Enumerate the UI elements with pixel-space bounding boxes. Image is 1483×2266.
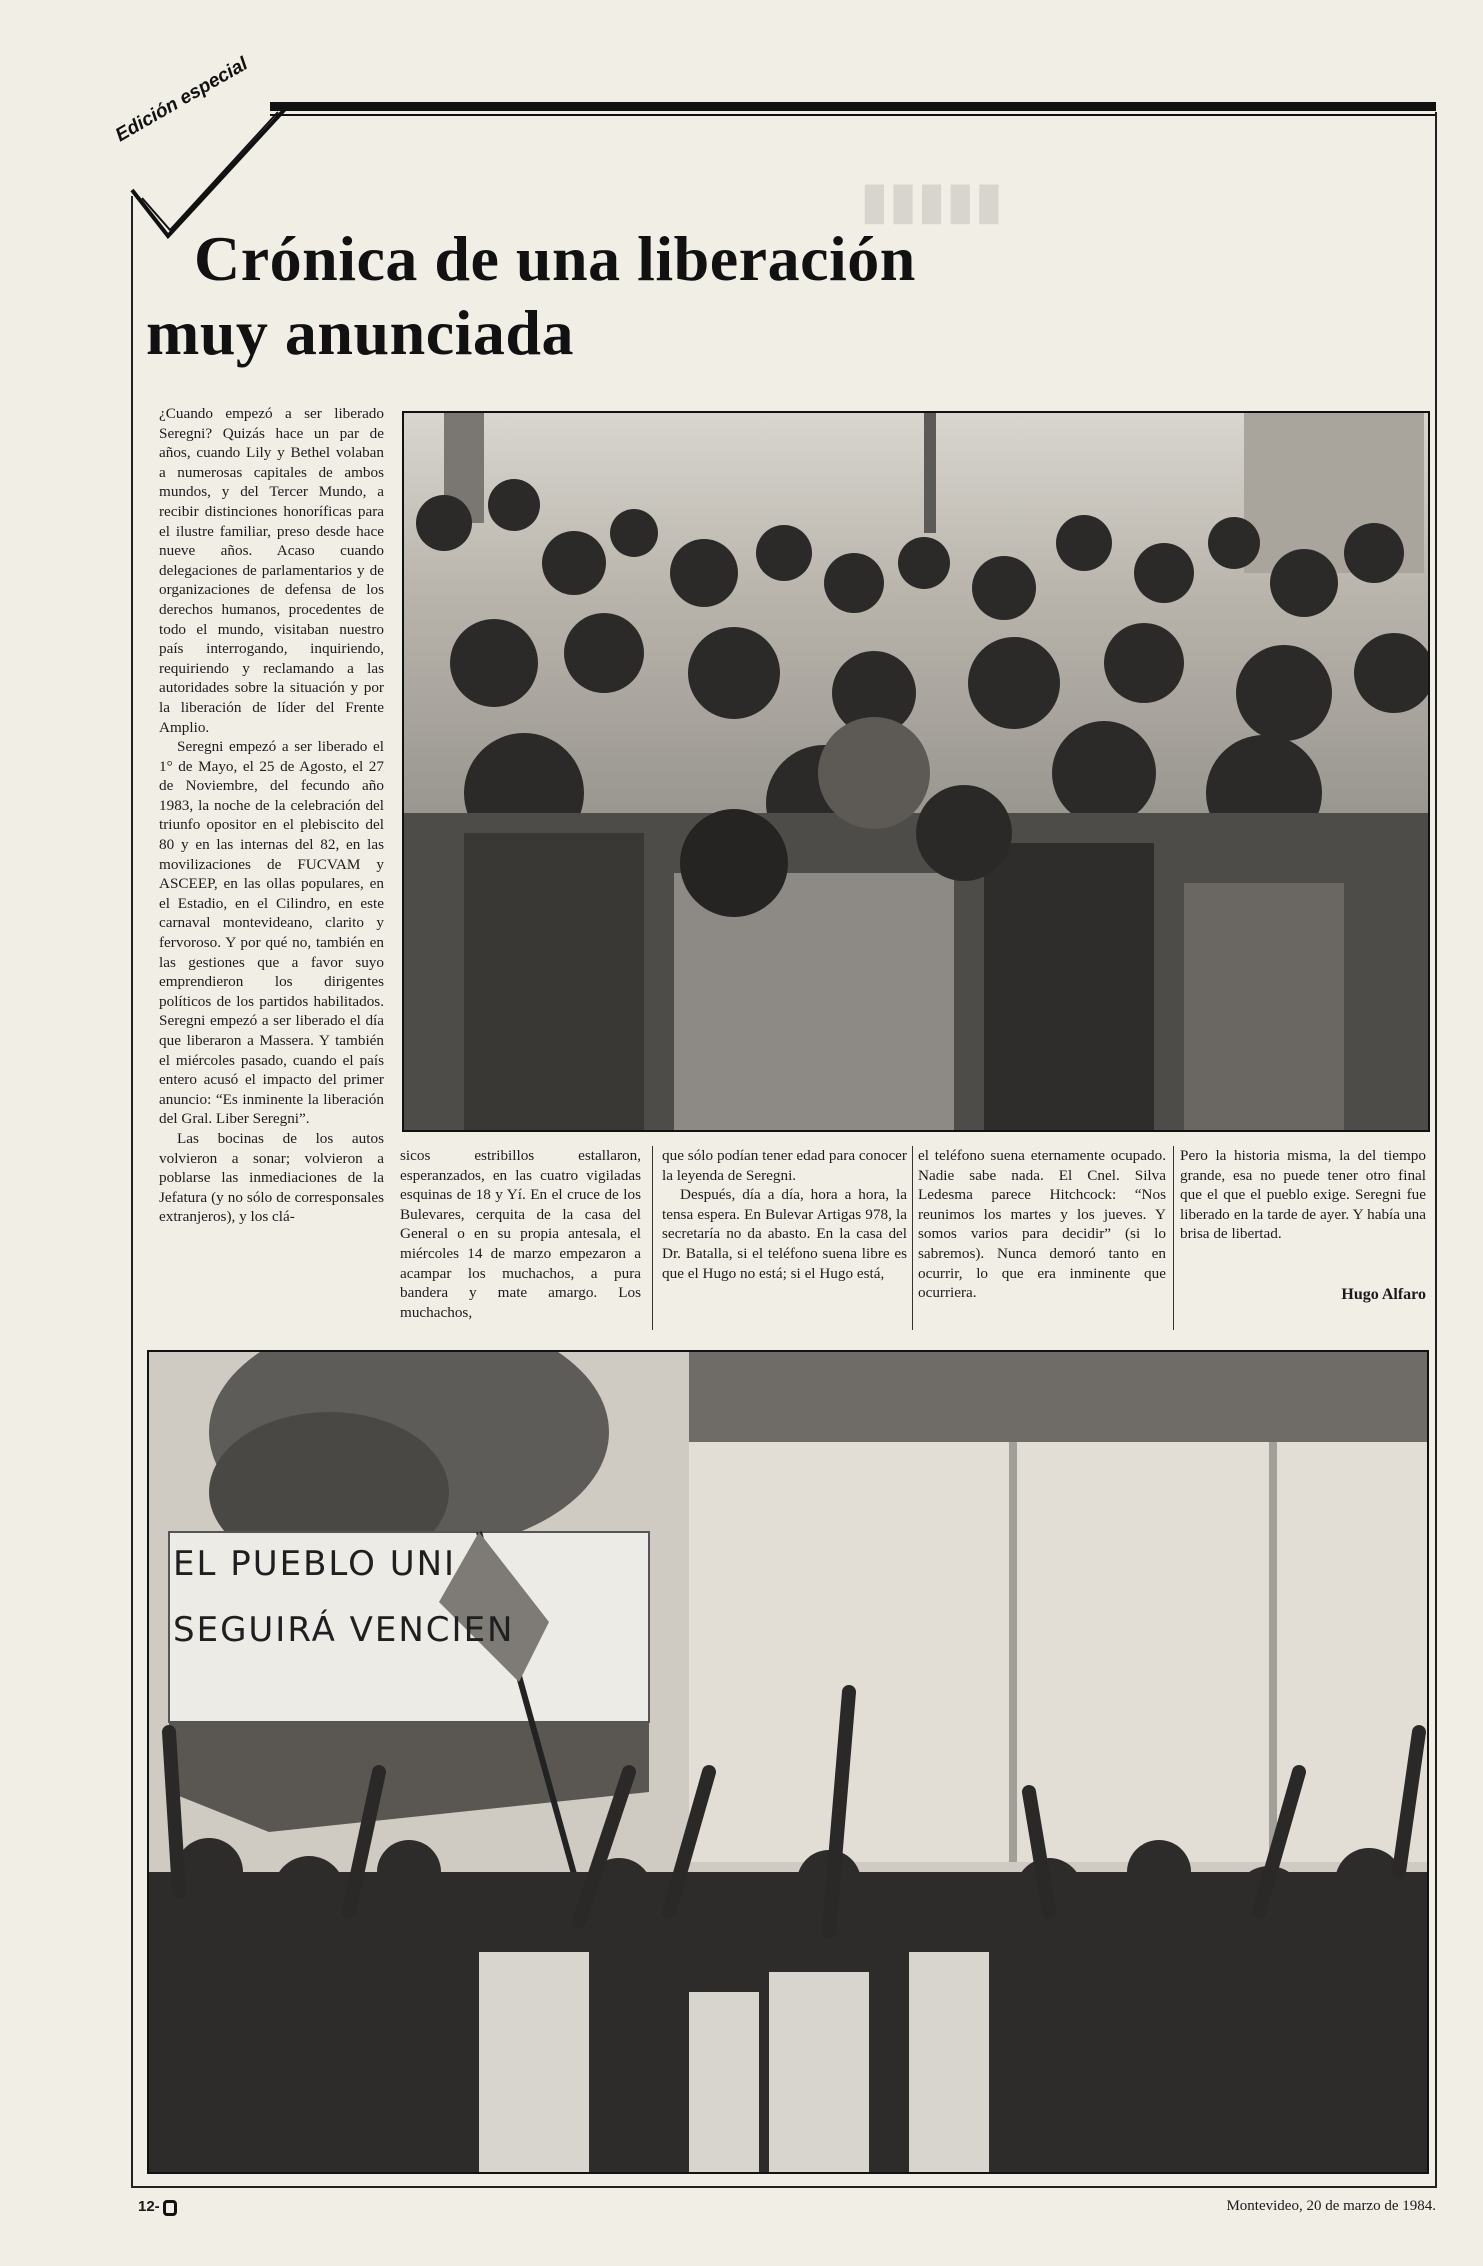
page-folio [138, 2198, 177, 2216]
column-separator [652, 1146, 653, 1330]
frame-bottom-rule [131, 2186, 1437, 2188]
dateline: Montevideo, 20 de marzo de 1984. [1226, 2198, 1436, 2214]
headline-line-2: muy anunciada [146, 297, 574, 368]
headline [146, 222, 1146, 370]
article-column-5 [1180, 1146, 1426, 1244]
column-separator [1173, 1146, 1174, 1330]
section-badge: Edición especial [112, 53, 252, 147]
column-separator [912, 1146, 913, 1330]
author-byline: Hugo Alfaro [1341, 1286, 1426, 1303]
headline-line-1: Crónica de una liberación [194, 223, 916, 294]
photo-crowd-banner-image [149, 1352, 1427, 2172]
publication-logo-icon [163, 2200, 177, 2216]
photo-crowd-banner [147, 1350, 1429, 2174]
paragraph: Después, día a día, hora a hora, la tensa espera. En Bulevar Artigas 978, la secretaría no da abasto. En la casa del Dr. Batalla, si el teléfono suena libre es que el Hugo no está; si el Hugo está, [662, 1186, 907, 1282]
paragraph: el teléfono suena eternamente ocupado. Nadie sabe nada. El Cnel. Silva Ledesma parece Hitchcock: “Nos reunimos los martes y los jueves. Y somos varios para decidir” (si lo sabremos). Nunca demoró tanto en ocurrir, lo que era inminente que ocurriera. [918, 1147, 1166, 1302]
paragraph: que sólo podían tener edad para conocer la leyenda de Seregni. [662, 1147, 907, 1184]
article-column-3 [662, 1146, 907, 1283]
paragraph: ¿Cuando empezó a ser liberado Seregni? Quizás hace un par de años, cuando Lily y Bethel volaban a numerosas capitales de ambos mundos, y del Tercer Mundo, a recibir distinciones honoríficas para el ilustre familiar, preso desde hace nueve años. Acaso cuando delegaciones de parlamentarios y de organizaciones de defensa de los derechos humanos, procedentes de todo el mundo, visitaban nuestro país interrogando, inquiriendo, requiriendo y reclamando a las autoridades sobre la situación y por la liberación de líder del Frente Amplio. [159, 405, 384, 736]
header-rule-thick [270, 102, 1436, 111]
paragraph: sicos estribillos estallaron, esperanzados, en las cuatro vigiladas esquinas de 18 y Yí. En el cruce de los Bulevares, cerquita de la casa del General o en su propia antesala, el miércoles 14 de marzo empezaron a acampar los muchachos, a pura bandera y mate amargo. Los muchachos, [400, 1147, 641, 1321]
frame-left-rule [131, 196, 133, 2186]
page-number: 12- [138, 2198, 160, 2215]
banner-text-line-2: SEGUIRÁ VENCIEN [173, 1610, 515, 1650]
paragraph: Las bocinas de los autos volvieron a sonar; volvieron a poblarse las inmediaciones de la Jefatura (y no sólo de corresponsales extranjeros), y los clá- [159, 1129, 384, 1226]
photo-crowd-liberation-image [404, 413, 1428, 1130]
header-rule-thin [270, 114, 1436, 116]
paragraph: Pero la historia misma, la del tiempo grande, esa no puede tener otro final que el que el pueblo exige. Seregni fue liberado en la tarde de ayer. Y había una brisa de libertad. [1180, 1147, 1426, 1243]
article-column-4 [918, 1146, 1166, 1303]
photo-crowd-liberation [402, 411, 1430, 1132]
frame-right-rule [1435, 112, 1437, 2187]
banner-text-line-1: EL PUEBLO UNI [173, 1544, 457, 1584]
article-column-1 [159, 404, 384, 1227]
bleed-through-text: ▮▮▮▮▮ [860, 173, 1004, 230]
article-column-2 [400, 1146, 641, 1322]
paragraph: Seregni empezó a ser liberado el 1° de Mayo, el 25 de Agosto, el 27 de Noviembre, del fecundo año 1983, la noche de la celebración del triunfo opositor en el plebiscito del 80 y en las internas del 82, en las movilizaciones de FUCVAM y ASCEEP, en las ollas populares, en el Estadio, en el Cilindro, en este carnaval montevideano, clarito y fervoroso. Y por qué no, también en las gestiones que a favor suyo emprendieron los dirigentes políticos de los partidos habilitados. Seregni empezó a ser liberado el día que liberaron a Massera. Y también el miércoles pasado, cuando el país entero acusó el impacto del primer anuncio: “Es inminente la liberación del Gral. Liber Seregni”. [159, 738, 384, 1128]
